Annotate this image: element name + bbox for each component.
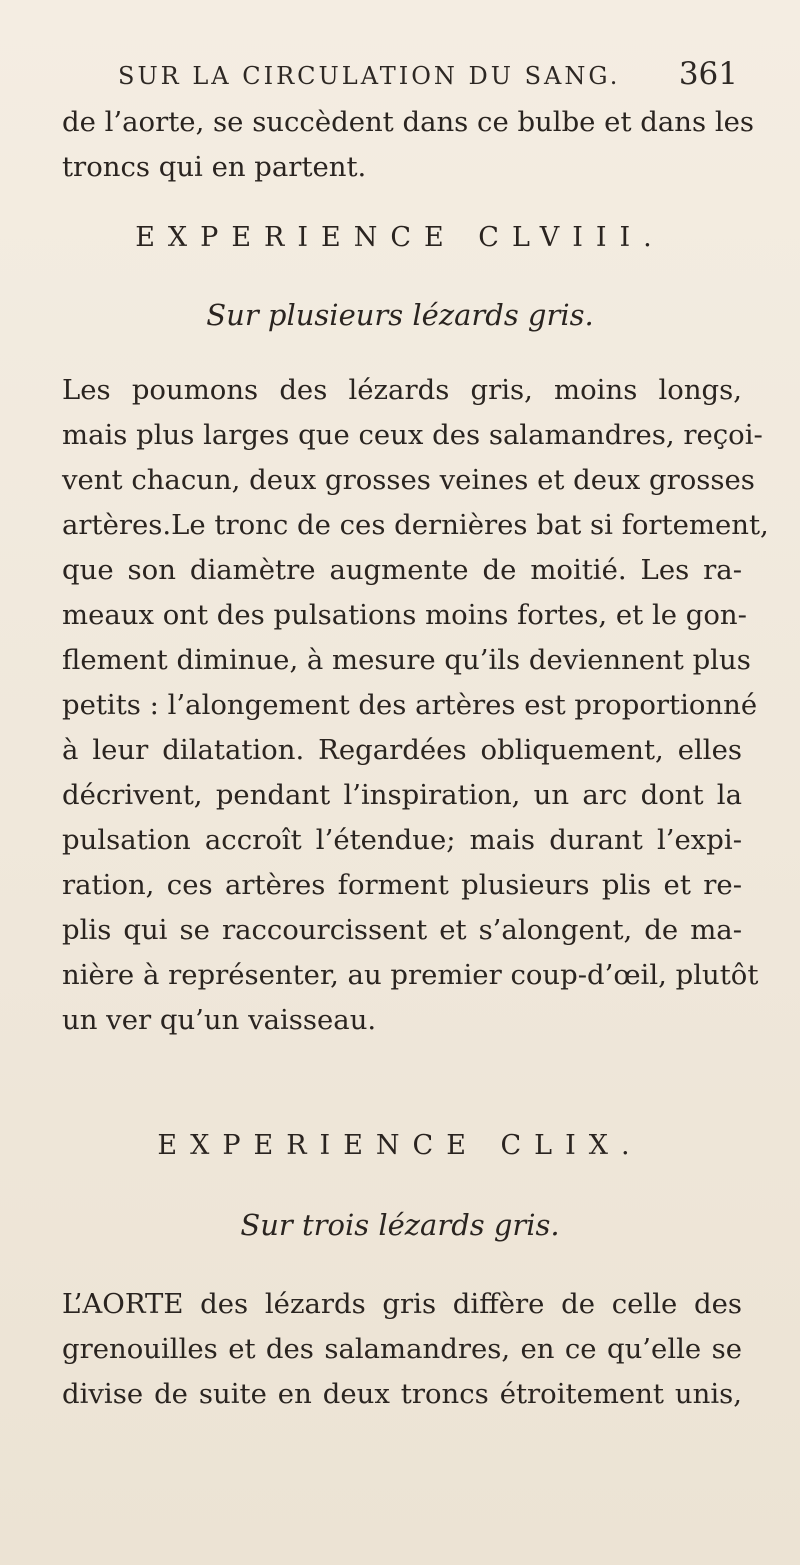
text-line: L’AORTE des lézards gris diffère de celle des (62, 1288, 742, 1320)
page-number: 361 (678, 56, 738, 92)
experience-heading: EXPERIENCE CLIX. (157, 1130, 643, 1161)
text-line: artères.Le tronc de ces dernières bat si fortement, (62, 509, 769, 541)
experience-paragraph (62, 368, 769, 1043)
text-line: ration, ces artères forment plusieurs plis et re- (62, 869, 742, 901)
text-line: pulsation accroît l’étendue; mais durant l’expi- (62, 824, 742, 856)
running-head-title: SUR LA CIRCULATION DU SANG. (118, 62, 621, 90)
experience-heading: EXPERIENCE CLVIII. (135, 222, 665, 253)
text-line: à leur dilatation. Regardées obliquement, elles (62, 734, 742, 766)
experience-paragraph (62, 1282, 742, 1417)
text-line: mais plus larges que ceux des salamandres, reçoi- (62, 419, 763, 451)
text-line: Les poumons des lézards gris, moins longs, (62, 374, 742, 406)
experience-subtitle: Sur plusieurs lézards gris. (206, 298, 594, 332)
running-head (118, 56, 738, 92)
text-line: divise de suite en deux troncs étroitement unis, (62, 1378, 742, 1410)
text-line: grenouilles et des salamandres, en ce qu’elle se (62, 1333, 742, 1365)
text-line: flement diminue, à mesure qu’ils deviennent plus (62, 644, 751, 676)
opening-paragraph (62, 100, 754, 190)
text-line: de l’aorte, se succèdent dans ce bulbe et dans les (62, 106, 754, 138)
text-line: troncs qui en partent. (62, 151, 367, 183)
text-line: meaux ont des pulsations moins fortes, et le gon- (62, 599, 747, 631)
experience-subtitle: Sur trois lézards gris. (240, 1208, 560, 1242)
text-line: décrivent, pendant l’inspiration, un arc dont la (62, 779, 742, 811)
text-line: nière à représenter, au premier coup-d’œil, plutôt (62, 959, 759, 991)
text-line: un ver qu’un vaisseau. (62, 1004, 377, 1036)
text-line: vent chacun, deux grosses veines et deux grosses (62, 464, 755, 496)
text-line: plis qui se raccourcissent et s’alongent, de ma- (62, 914, 742, 946)
text-line: que son diamètre augmente de moitié. Les ra- (62, 554, 742, 586)
text-line: petits : l’alongement des artères est proportionné (62, 689, 758, 721)
